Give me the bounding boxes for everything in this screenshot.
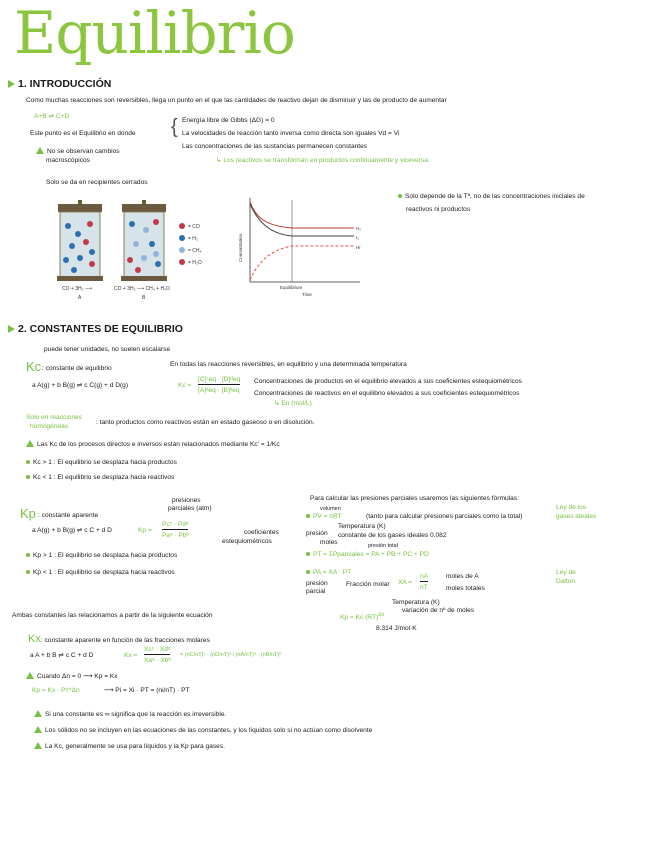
dalton-law-2: Dalton xyxy=(556,578,576,585)
kc-inverse-text: Las Kc de los procesos directos e inversos están relacionados mediante Kc' = 1/Kc xyxy=(37,441,280,448)
condition-gibbs: Energía libre de Gibbs (ΔG) = 0 xyxy=(182,117,275,124)
relation-r: 8.314 J/mol·K xyxy=(376,625,417,632)
container-b xyxy=(121,200,167,281)
bullet-icon xyxy=(26,475,30,479)
kc-greater-text: Kc > 1 : El equilibrio se desplaza hacia productos xyxy=(33,459,177,466)
section-heading-text: 1. INTRODUCCIÓN xyxy=(18,78,112,90)
curve-label-i2: I₂ xyxy=(356,235,359,240)
kc-description: : constante de equilibrio xyxy=(42,365,112,372)
equilibrium-label: Equilibrium xyxy=(280,285,303,290)
kc-denominator: [A]ᵃeq · [B]ᵇeq xyxy=(198,387,240,394)
warning-icon xyxy=(26,672,34,679)
units-note: puede tener unidades, no suelen escalarse xyxy=(44,346,171,353)
legend-h2: = H₂ xyxy=(188,236,198,242)
dalton-law: Ley de xyxy=(556,569,576,576)
kp-greater-text: Kp > 1 : El equilibrio se desplaza hacia productos xyxy=(33,552,178,559)
kx-numerator: Xcᶜ · Xdᵈ xyxy=(144,646,171,653)
kp-kx-relation: Kp = Kx · Pᴛ^Δn xyxy=(32,687,80,694)
kp-symbol: Kp xyxy=(20,506,36,521)
kp-reaction: a A(g) + b B(g) ⇌ c C + d D xyxy=(32,527,112,534)
kp-kc-relation xyxy=(340,611,384,622)
triangle-bullet-icon xyxy=(8,325,15,333)
pv-temperature: Temperatura (K) xyxy=(338,523,386,530)
molar-fraction-num: nA xyxy=(420,573,429,580)
note-kc-kp-usage xyxy=(34,742,225,751)
kp-coef-label-2: estequiométricos xyxy=(222,538,272,545)
warning-icon xyxy=(34,710,42,717)
kx-expanded: = (nC/nT)ᶜ · (nD/nT)ᵈ / (nA/nT)ᵃ · (nB/nT)ᵇ xyxy=(180,652,282,658)
label-b: B xyxy=(142,295,146,301)
pv-note: (tanto para calcular presiones parciales como la total) xyxy=(366,513,523,520)
note-irreversible xyxy=(34,710,226,719)
no-changes-note-2: macroscópicos xyxy=(46,157,90,164)
kc-less-text: Kc < 1 : El equilibrio se desplaza hacia reactivos xyxy=(33,474,175,481)
kx-symbol: Kx xyxy=(28,633,41,645)
warning-icon xyxy=(34,726,42,733)
delta-n-zero xyxy=(26,672,118,681)
dalton-formula xyxy=(306,568,351,577)
pv-formula xyxy=(306,512,342,521)
warning-icon xyxy=(34,742,42,749)
page-title: Equilibrio xyxy=(14,0,295,67)
kc-symbol: Kc xyxy=(26,359,42,374)
moles-total-label: moles totales xyxy=(446,585,485,592)
warning-icon xyxy=(36,147,44,154)
legend-co: = CO xyxy=(188,224,200,230)
partial-pressures-intro: Para calcular las presiones parciales usaremos las siguientes fórmulas: xyxy=(310,495,519,502)
molar-fraction-eq: XA = xyxy=(398,579,413,586)
condition-velocity: La velocidades de reacción tanto inversa como directa son iguales Vd = Vi xyxy=(182,130,400,137)
partial-pressure-label-2: parcial xyxy=(306,588,326,595)
molecule-legend xyxy=(179,223,202,266)
kx-header xyxy=(28,635,210,645)
kp-greater-one xyxy=(26,551,177,560)
molar-fraction-label: Fracción molar xyxy=(346,581,390,588)
kc-inverse-note xyxy=(26,440,280,449)
containers-figure xyxy=(48,200,248,310)
dalton-formula-text: PA = XA · PT xyxy=(313,569,352,576)
closed-vessels-note: Solo se da en recipientes cerrados xyxy=(46,179,148,186)
note-solids-text: Los sólidos no se incluyen en las ecuaciones de las constantes, y los líquidos solo si no actúan como disolvente xyxy=(45,727,373,734)
pv-formula-text: PV = nRT xyxy=(313,513,342,520)
kx-equation-label: Kx = xyxy=(124,652,138,659)
kp-denominator: Paᵃ · Pbᵇ xyxy=(162,532,189,539)
kp-kc-exponent: Δn xyxy=(378,612,385,618)
kc-conditions: En todas las reacciones reversibles, en equilibrio y una determinada temperatura xyxy=(170,361,407,368)
caption-a: CO + 3H₂ ⟶ xyxy=(62,286,93,292)
concentration-time-graph xyxy=(236,192,366,302)
kp-kc-formula: Kp = Kc (RT) xyxy=(340,614,379,622)
bullet-icon xyxy=(398,194,402,198)
relation-intro: Ambas constantes las relacionamos a partir de la siguiente ecuación xyxy=(12,612,213,619)
caption-b: CO + 3H₂ ⟶ CH₄ + H₂O xyxy=(114,286,170,292)
kx-reaction: a A + b B ⇌ c C + d D xyxy=(30,652,94,659)
kc-equation-label: Kc = xyxy=(178,382,192,389)
kc-greater-one xyxy=(26,458,177,467)
temperature-note-2: reactivos ni productos xyxy=(406,206,471,213)
condition-note: ↳ Los reactivos se transforman en productos continuamente y viceversa. xyxy=(216,157,430,164)
relation-var: variación de nº de moles xyxy=(402,607,475,614)
axis-label-y: Concentration xyxy=(238,233,243,262)
legend-h2o: = H₂O xyxy=(188,260,202,266)
partial-pressure-label: presión xyxy=(306,580,328,587)
note-irreversible-text: Si una constante es ∞ significa que la reacción es irreversible. xyxy=(45,711,227,718)
kp-coef-label: coeficientes xyxy=(244,529,279,536)
kx-denominator: Xaᵃ · Xbᵇ xyxy=(144,657,171,664)
kp-numerator: Pcᶜ · Pdᵈ xyxy=(162,521,189,528)
homogeneous-note-2: homogéneas xyxy=(30,423,69,430)
axis-label-x: Time xyxy=(302,292,312,297)
note-kc-kp-text: La Kc, generalmente se usa para líquidos y la Kp para gases. xyxy=(45,743,225,750)
pv-pressure: presión xyxy=(306,530,328,537)
ideal-gas-law: Ley de los xyxy=(556,504,587,511)
temperature-note-text: Solo depende de la Tª, no de las concentraciones iniciales de xyxy=(405,193,585,200)
condition-concentration: Las concentraciones de las sustancias permanecen constantes xyxy=(182,143,368,150)
pv-volume-label: volumen xyxy=(320,506,341,512)
bullet-icon xyxy=(26,553,30,557)
moles-a-label: moles de A xyxy=(446,573,479,580)
partial-pressure-relation: ⟶ Pi = Xi · PT = (ni/nT) · PT xyxy=(104,687,190,694)
label-a: A xyxy=(78,295,82,301)
bullet-icon xyxy=(306,514,310,518)
relation-temp: Temperatura (K) xyxy=(392,599,440,606)
note-solids xyxy=(34,726,372,735)
kc-reaction: a A(g) + b B(g) ⇌ c C(g) + d D(g) xyxy=(32,382,129,389)
equilibrium-intro: Este punto es el Equilibrio en donde xyxy=(30,130,136,137)
kp-less-text: Kp < 1 : El equilibrio se desplaza hacia reactivos xyxy=(33,569,175,576)
ideal-gas-law-2: gases ideales xyxy=(556,513,597,520)
legend-ch4: = CH₄ xyxy=(188,248,202,254)
bullet-icon xyxy=(26,570,30,574)
bullet-icon xyxy=(306,552,310,556)
kx-description: : constante aparente en función de las fracciones molares xyxy=(40,637,210,644)
kc-units: ↳ En (mol/L) xyxy=(274,400,312,407)
total-pressure-label: presión total xyxy=(368,543,398,549)
section-heading-constants xyxy=(8,323,183,335)
intro-line: Como muchas reacciones son reversibles, llega un punto en el que las cantidades de reactivo dejan de disminuir y las de producto de aumentar xyxy=(26,97,447,104)
kp-equation-label: Kp = xyxy=(138,527,152,534)
kp-pressure-label: presiones xyxy=(172,497,201,504)
homogeneous-note: Solo en reacciones xyxy=(26,414,83,421)
kp-pressure-label-2: parciales (atm) xyxy=(168,505,212,512)
brace-icon: { xyxy=(171,116,178,138)
total-pressure-text: PT = ΣPparciales = PA + PB + PC + PD xyxy=(313,551,429,558)
section-heading-intro xyxy=(8,78,111,90)
no-changes-text: No se observan cambios xyxy=(47,148,120,155)
kc-products-desc: Concentraciones de productos en el equilibrio elevados a sus coeficientes estequiométricos xyxy=(254,378,522,385)
bullet-icon xyxy=(26,460,30,464)
bullet-icon xyxy=(306,570,310,574)
kc-reactants-desc: Concentraciones de reactivos en el equilibrio elevados a sus coeficientes estequiométricos xyxy=(254,390,520,397)
kc-numerator: [C]ᶜeq · [D]ᵈeq xyxy=(198,376,241,383)
container-a xyxy=(57,200,103,281)
no-changes-note xyxy=(36,147,120,156)
reaction-eq: A+B ⇌ C+D xyxy=(34,113,70,120)
curve-label-hi: HI xyxy=(356,245,361,250)
pv-constant: constante de los gases ideales 0.082 xyxy=(338,532,447,539)
kp-description: : constante aparente xyxy=(38,512,99,519)
total-pressure-formula xyxy=(306,550,429,559)
pv-moles: moles xyxy=(320,539,338,546)
kc-less-one xyxy=(26,473,174,482)
kp-less-one xyxy=(26,568,175,577)
triangle-bullet-icon xyxy=(8,80,15,88)
warning-icon xyxy=(26,440,34,447)
section-heading-text: 2. CONSTANTES DE EQUILIBRIO xyxy=(18,323,183,335)
molar-fraction-den: nT xyxy=(420,584,428,591)
homogeneous-desc: : tanto productos como reactivos están en estado gaseoso o en disolución. xyxy=(96,419,315,426)
delta-n-zero-text: Cuando Δn = 0 ⟶ Kp = Kx xyxy=(37,673,118,680)
curve-label-h2: H₂ xyxy=(356,226,361,231)
temperature-note xyxy=(398,192,585,201)
